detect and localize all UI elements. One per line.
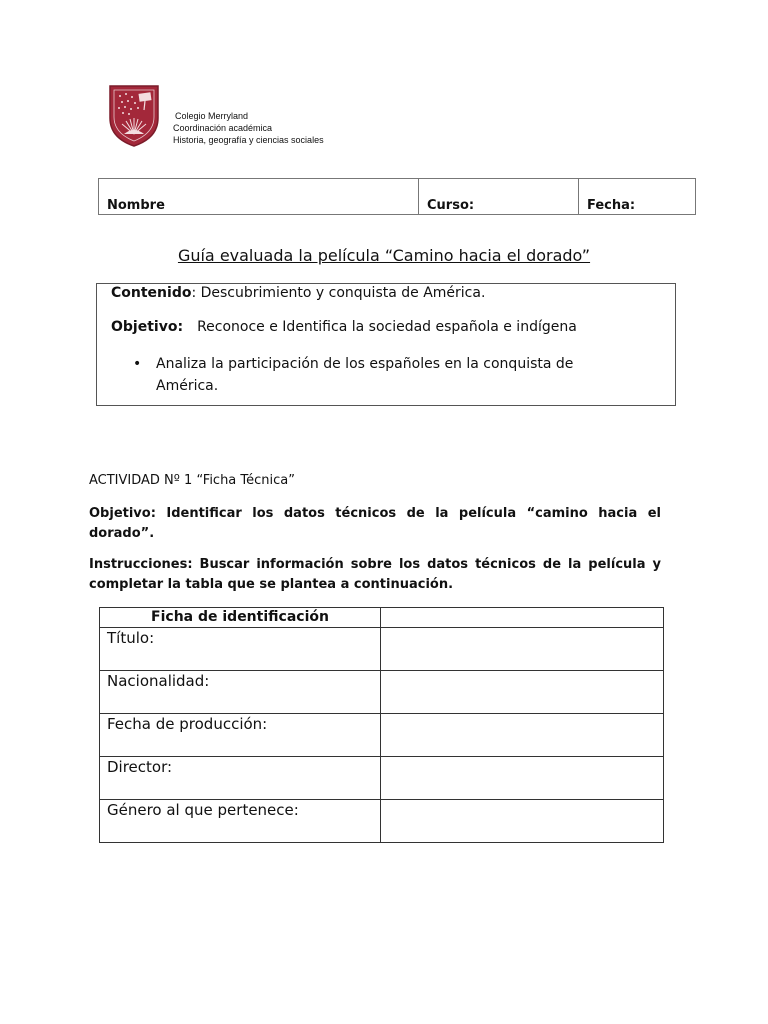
school-header (173, 110, 324, 146)
content-box (96, 283, 676, 406)
objective-label: Objetivo: (111, 319, 184, 335)
row-label-titulo: Título: (100, 628, 381, 671)
objective-text: Reconoce e Identifica la sociedad española e indígena (197, 319, 577, 335)
activity-title: ACTIVIDAD Nº 1 “Ficha Técnica” (89, 473, 295, 488)
activity-objective: Objetivo: Identificar los datos técnicos de la película “camino hacia el dorado”. (89, 506, 661, 541)
row-value-nacionalidad[interactable] (381, 671, 664, 714)
name-label: Nombre (107, 198, 165, 213)
content-label: Contenido (111, 285, 192, 301)
row-value-titulo[interactable] (381, 628, 664, 671)
table-row (100, 757, 664, 800)
row-value-genero[interactable] (381, 800, 664, 843)
bullet-icon: • (133, 356, 142, 372)
row-label-genero: Género al que pertenece: (100, 800, 381, 843)
course-label: Curso: (427, 198, 475, 213)
table-row (100, 628, 664, 671)
row-value-director[interactable] (381, 757, 664, 800)
student-info-table (98, 178, 696, 215)
school-crest-logo (108, 84, 160, 148)
ficha-header-blank (381, 608, 664, 628)
row-label-director: Director: (100, 757, 381, 800)
table-row (100, 714, 664, 757)
ficha-header-row (100, 608, 664, 628)
row-label-fecha-produccion: Fecha de producción: (100, 714, 381, 757)
objective-row (111, 319, 577, 335)
row-value-fecha-produccion[interactable] (381, 714, 664, 757)
subject-name: Historia, geografía y ciencias sociales (173, 135, 324, 145)
bullet-text: Analiza la participación de los españoles en la conquista de América. (156, 356, 574, 394)
activity-instructions: Instrucciones: Buscar información sobre los datos técnicos de la película y completar la tabla que se plantea a continuación. (89, 557, 661, 592)
date-field[interactable] (579, 179, 695, 214)
document-title: Guía evaluada la película “Camino hacia el dorado” (177, 246, 591, 265)
date-label: Fecha: (587, 198, 636, 213)
content-row (111, 285, 485, 301)
table-row (100, 671, 664, 714)
table-row (100, 800, 664, 843)
content-text: : Descubrimiento y conquista de América. (191, 285, 486, 301)
school-name: Colegio Merryland (175, 111, 249, 121)
course-field[interactable] (419, 179, 579, 214)
department-name: Coordinación académica (173, 123, 273, 133)
row-label-nacionalidad: Nacionalidad: (100, 671, 381, 714)
ficha-header: Ficha de identificación (100, 608, 381, 628)
name-field[interactable] (99, 179, 419, 214)
ficha-table (99, 607, 664, 843)
